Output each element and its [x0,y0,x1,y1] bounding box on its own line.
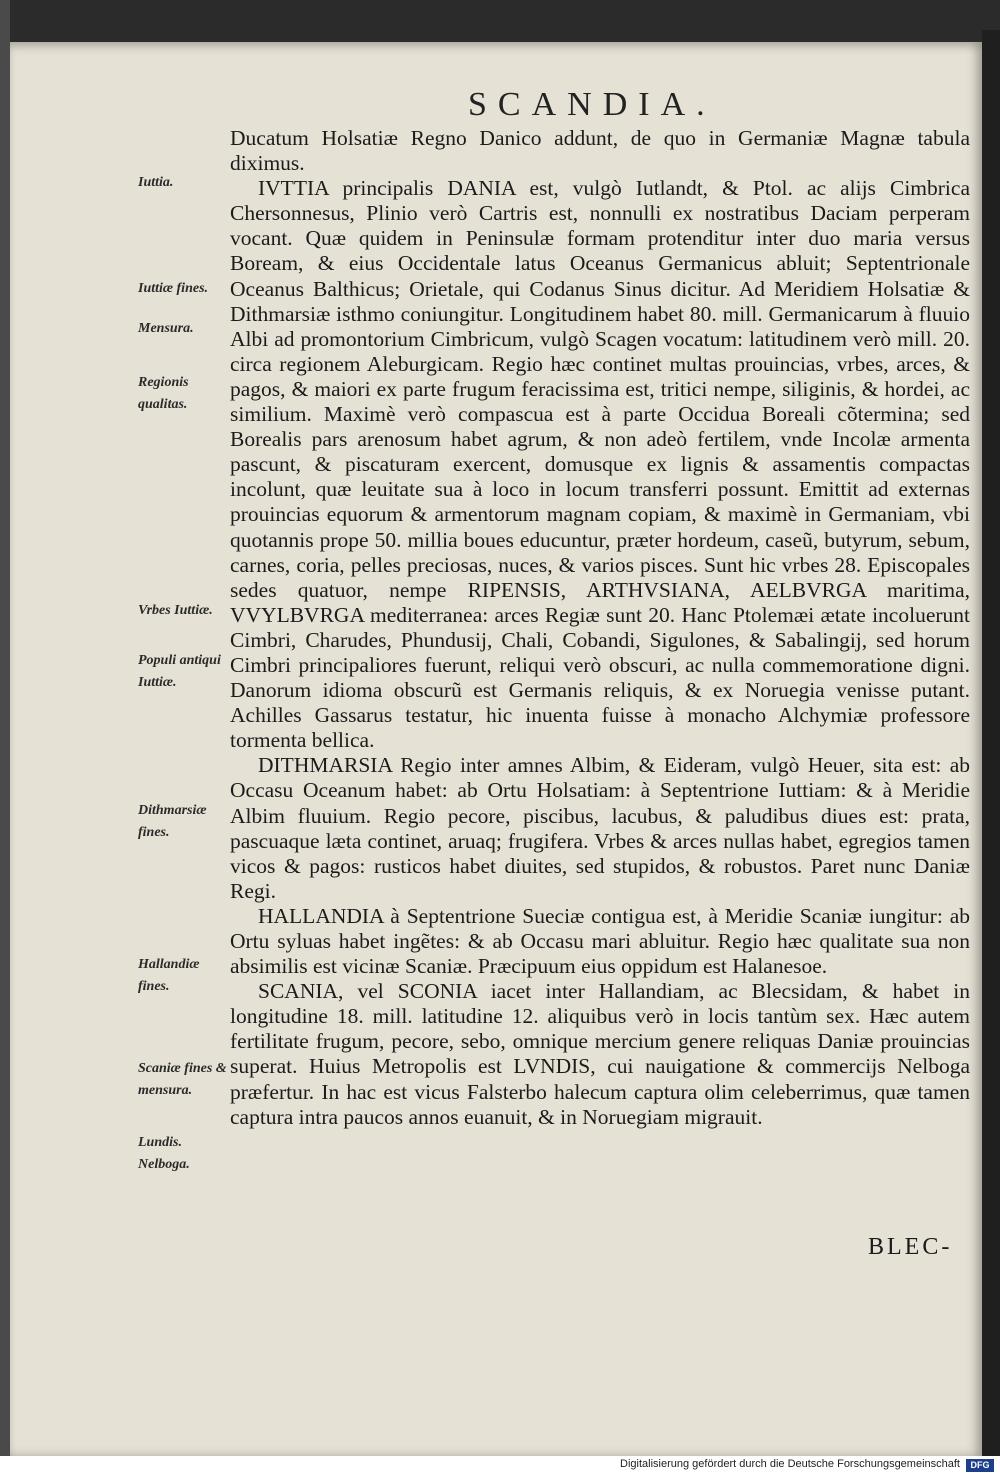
body-text [230,126,970,1130]
paragraph-iuttia: IVTTIA principalis DANIA est, vulgò Iutlandt, & Ptol. ac alijs Cimbrica Chersonnesus, Plinio verò Cartris est, nonnulli ex nostratibus Daciam perperam vocant. Quæ quidem in Peninsulæ formam protenditur inter duo maria versus Boream, & eius Occidentale latus Oceanus Germanicus abluit; Septentrionale Oceanus Balthicus; Orietale, qui Codanus Sinus dicitur. Ad Meridiem Holsatiæ & Dithmarsiæ isthmo coniungitur. Longitudinem habet 80. mill. Germanicarum à fluuio Albi ad promontorium Cimbricum, vulgò Scagen vocatum: latitudinem verò mill. 20. circa regionem Aleburgicam. Regio hæc continet multas prouincias, vrbes, arces, & pagos, & maiori ex parte frugum feracissima est, tritici nempe, siliginis, & hordei, ac similium. Maximè verò compascua est à parte Occidua Boreali cõtermina; sed Borealis pars arenosum habet agrum, & non adeò fertilem, vnde Incolæ armenta pascunt, & piscaturam exercent, domusque ex lignis & assamentis compactas incolunt, quæ leuitate sua à loco in locum transferri possunt. Emittit ad externas prouincias equorum & armentorum magnam copiam, & maximè in Germaniam, vbi quotannis prope 50. millia boues educuntur, præter hordeum, caseũ, butyrum, sebum, carnes, coria, pelles preciosas, nuces, & varios pisces. Sunt hic vrbes 28. Episcopales sedes quatuor, nempe RIPENSIS, ARTHVSIANA, AELBVRGA maritima, VVYLBVRGA mediterranea: arces Regiæ sunt 20. Hanc Ptolemæi ætate incoluerunt Cimbri, Charudes, Phundusij, Chali, Cobandi, Sigulones, & Sabalingij, sed horum Cimbri principaliores fuerunt, reliqui verò obscuri, ac nulla commemoratione digni. Danorum idioma obscurũ est Germanis reliquis, & ex Noruegia venisse putant. Achilles Gassarus testatur, hic inuenta fuisse à monacho Alchymiæ professore tormenta bellica. [230,176,970,753]
margin-note-regionis-qualitas: Regionis qualitas. [138,375,189,412]
margin-note-hallandiae-fines: Hallandiæ fines. [138,957,200,994]
margin-note-iuttiae-fines: Iuttiæ fines. [138,281,209,296]
margin-note-iuttia: Iuttia. [138,175,174,190]
margin-note-scaniae-fines: Scaniæ fines & mensura. [138,1061,227,1098]
footer-credit: Digitalisierung gefördert durch die Deutsche Forschungsgemeinschaft [620,1458,960,1470]
paragraph-holsatia: Ducatum Holsatiæ Regno Danico addunt, de quo in Germaniæ Magnæ tabula diximus. [230,126,970,176]
dfg-logo-icon: DFG [966,1459,994,1472]
paragraph-scania: SCANIA, vel SCONIA iacet inter Hallandiam, ac Blecsidam, & habet in longitudine 18. mill. latitudine 12. aliquibus verò in locis tantùm sex. Hæc autem fertilitate frugum, pecore, sebo, omnique mercium genere reliquas Daniæ prouincias superat. Huius Metropolis est LVNDIS, cui nauigatione & commercijs Nelboga præfertur. In hac est vicus Falsterbo halecum captura olim celeberrimus, quæ tamen captura intra paucos annos euanuit, & in Noruegiam migrauit. [230,979,970,1129]
margin-note-lundis: Lundis. [138,1135,182,1150]
margin-note-nelboga: Nelboga. [138,1157,190,1172]
margin-note-dithmarsiae-fines: Dithmarsiæ fines. [138,803,207,840]
footer-bar [0,1456,1000,1476]
running-head: SCANDIA. [468,86,716,123]
scan-background-top [0,0,1000,42]
scan-background-right [982,30,1000,1456]
scan-background-left [0,0,10,1456]
book-page [10,42,982,1456]
paragraph-dithmarsia: DITHMARSIA Regio inter amnes Albim, & Eideram, vulgò Heuer, sita est: ab Occasu Oceanum habet: ab Ortu Holsatiam: à Septentrione Iuttiam: & à Meridie Albim fluuium. Regio pecore, piscibus, lacubus, & paludibus diues est: prata, pascuaque læta continet, aruaq; frugifera. Vrbes & arces nullas habet, egregios tamen vicos & pagos: rusticos habet diuites, sed stupidos, & robustos. Paret nunc Daniæ Regi. [230,753,970,903]
margin-note-mensura: Mensura. [138,321,194,336]
margin-note-vrbes-iuttiae: Vrbes Iuttiæ. [138,603,213,618]
paragraph-hallandia: HALLANDIA à Septentrione Sueciæ contigua est, à Meridie Scaniæ iungitur: ab Ortu syluas habet ingẽtes: & ab Occasu mari abluitur. Regio hæc qualitate sua non absimilis est vicinæ Scaniæ. Præcipuum eius oppidum est Halanesoe. [230,903,970,979]
margin-note-populi-antiqui: Populi antiqui Iuttiæ. [138,653,221,690]
catchword: BLEC- [868,1234,953,1260]
